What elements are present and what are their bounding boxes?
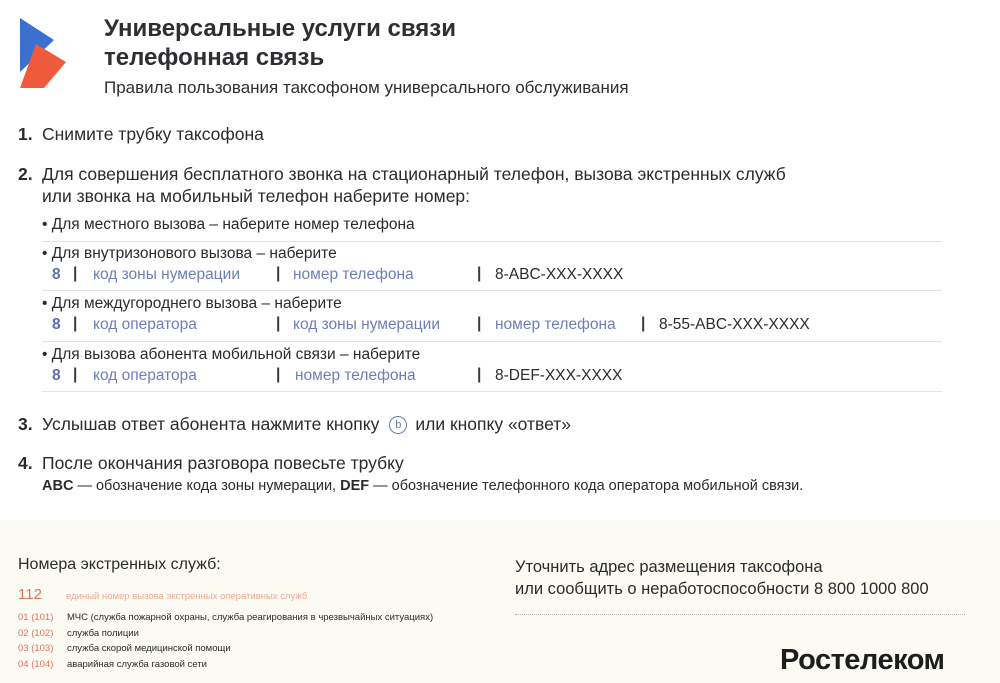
title-line-1: Универсальные услуги связи — [104, 15, 456, 42]
separator: | — [477, 366, 482, 383]
def-definition: — обозначение телефонного кода оператора мобильной связи. — [369, 478, 804, 494]
step-number: 1. — [18, 124, 33, 144]
emergency-desc: служба полиции — [67, 628, 139, 639]
dial-zone-code: код зоны нумерации — [293, 316, 440, 333]
abc-term: ABC — [42, 478, 74, 494]
emergency-desc: аварийная служба газовой сети — [67, 659, 207, 670]
emergency-code: 03 (103) — [18, 643, 54, 654]
contact-line-2: или сообщить о неработоспособности 8 800 1000 800 — [515, 580, 929, 598]
emergency-row — [18, 628, 139, 639]
step-text: После окончания разговора повесьте трубку — [42, 453, 404, 473]
contact-info — [515, 556, 929, 600]
step-text-line-1: Для совершения бесплатного звонка на стационарный телефон, вызова экстренных служб — [42, 164, 786, 184]
separator: | — [73, 366, 78, 383]
step-2 — [18, 163, 786, 207]
step-text-line-2: или звонка на мобильный телефон наберите номер: — [42, 186, 471, 206]
divider — [42, 391, 942, 392]
step-number: 4. — [18, 453, 33, 473]
dial-longdistance-label: • Для междугороднего вызова – наберите — [42, 295, 342, 312]
separator: | — [477, 265, 482, 282]
emergency-main-desc: единый номер вызова экстренных оперативных служб — [66, 591, 308, 602]
dial-operator-code: код оператора — [93, 367, 197, 384]
emergency-code: 04 (104) — [18, 659, 54, 670]
abbreviation-note — [42, 478, 803, 494]
separator: | — [73, 265, 78, 282]
step-text: Снимите трубку таксофона — [42, 124, 264, 144]
brand-logo-text: Ростелеком — [780, 644, 945, 676]
dial-phone-number: номер телефона — [295, 367, 416, 384]
dial-intrazone-label: • Для внутризонового вызова – наберите — [42, 245, 337, 262]
abc-definition: — обозначение кода зоны нумерации, — [73, 478, 341, 494]
separator: | — [641, 315, 646, 332]
divider — [42, 341, 942, 342]
separator: | — [477, 315, 482, 332]
emergency-row — [18, 612, 433, 623]
page-subtitle: Правила пользования таксофоном универсального обслуживания — [104, 78, 629, 97]
def-term: DEF — [340, 478, 370, 494]
separator: | — [276, 315, 281, 332]
emergency-code: 01 (101) — [18, 612, 54, 623]
dial-format: 8-ABC-XXX-XXXX — [495, 266, 624, 283]
step-number: 3. — [18, 414, 33, 434]
emergency-row — [18, 643, 231, 654]
dial-prefix: 8 — [52, 266, 61, 283]
emergency-title: Номера экстренных служб: — [18, 556, 221, 573]
emergency-desc: МЧС (служба пожарной охраны, служба реагирования в чрезвычайных ситуациях) — [67, 612, 434, 623]
step-1 — [18, 123, 264, 145]
emergency-row — [18, 659, 207, 670]
dial-phone-number: номер телефона — [495, 316, 616, 333]
emergency-desc: служба скорой медицинской помощи — [67, 643, 231, 654]
answer-button-icon: b — [389, 416, 407, 434]
step-number: 2. — [18, 164, 33, 184]
contact-line-1: Уточнить адрес размещения таксофона — [515, 558, 823, 576]
divider — [42, 241, 942, 242]
rostelecom-logo-icon — [14, 14, 72, 94]
separator: | — [73, 315, 78, 332]
dial-operator-code: код оператора — [93, 316, 197, 333]
dial-local-label: • Для местного вызова – наберите номер телефона — [42, 216, 415, 233]
divider — [42, 290, 942, 291]
page-title — [104, 14, 456, 72]
step-4 — [18, 452, 404, 474]
dial-phone-number: номер телефона — [293, 266, 414, 283]
dotted-divider — [515, 614, 965, 615]
title-line-2: телефонная связь — [104, 44, 325, 71]
dial-mobile-label: • Для вызова абонента мобильной связи – наберите — [42, 346, 421, 363]
separator: | — [276, 265, 281, 282]
dial-format: 8-DEF-XXX-XXXX — [495, 367, 623, 384]
separator: | — [276, 366, 281, 383]
emergency-main-code: 112 — [18, 586, 42, 603]
dial-format: 8-55-ABC-XXX-XXXX — [659, 316, 810, 333]
dial-prefix: 8 — [52, 316, 61, 333]
dial-prefix: 8 — [52, 367, 61, 384]
step-text-after: или кнопку «ответ» — [415, 414, 572, 434]
step-text: Услышав ответ абонента нажмите кнопку — [42, 414, 380, 434]
step-3 — [18, 413, 571, 435]
emergency-code: 02 (102) — [18, 628, 54, 639]
dial-zone-code: код зоны нумерации — [93, 266, 240, 283]
